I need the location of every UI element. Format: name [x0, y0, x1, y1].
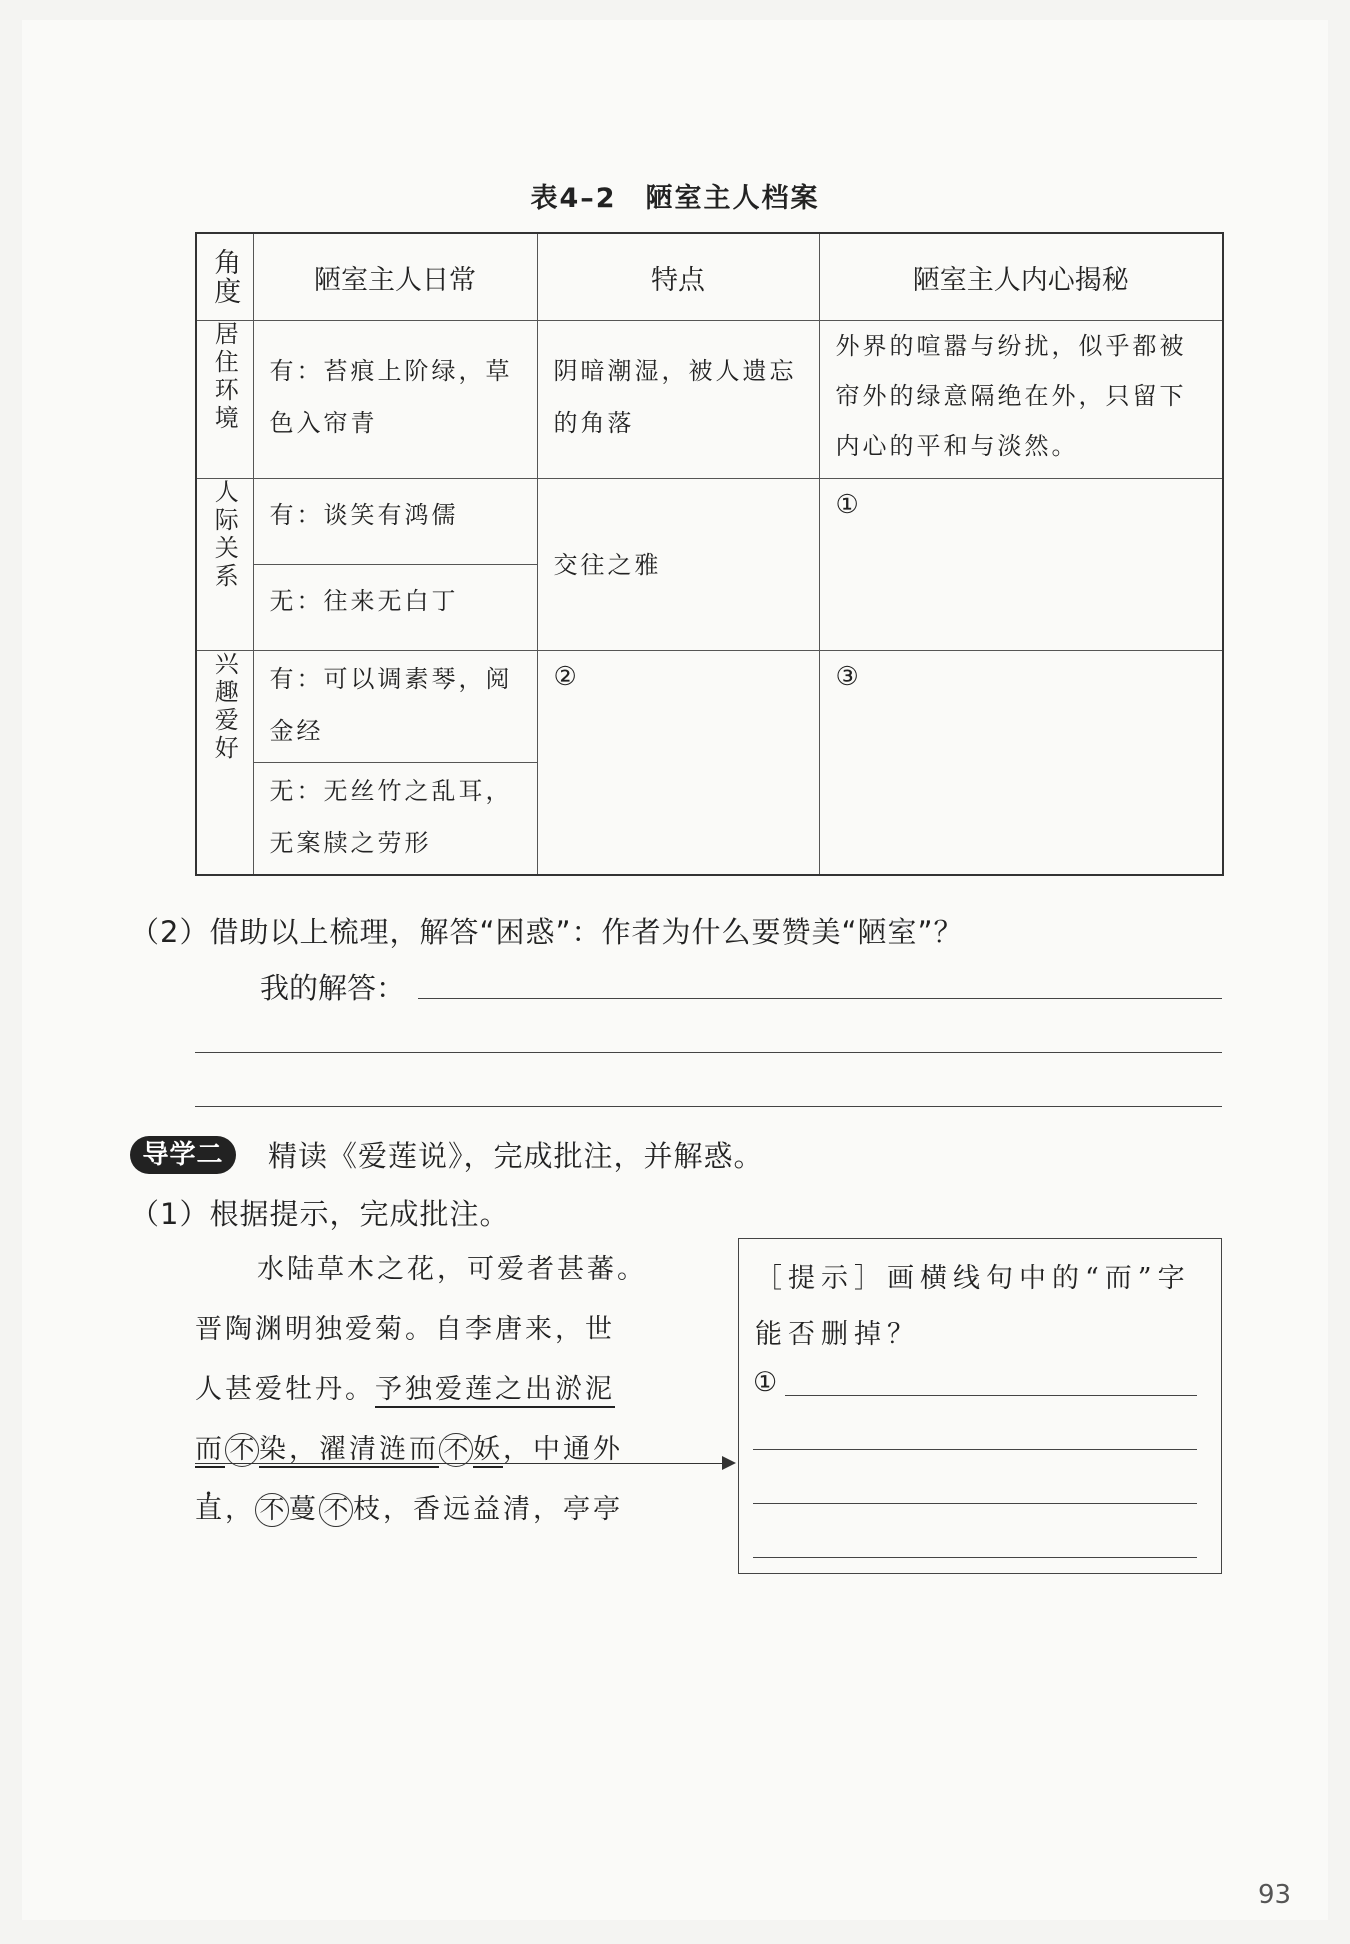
table-caption: 表4–2 陋室主人档案 [530, 183, 820, 214]
hint-answer-line[interactable] [753, 1449, 1197, 1450]
page-number: 93 [1258, 1880, 1292, 1910]
underlined-sentence: 予独爱莲之出淤泥 [375, 1374, 615, 1405]
answer-blank-3[interactable]: ③ [819, 651, 1223, 875]
header-daily: 陋室主人日常 [253, 233, 537, 321]
hint-box [738, 1238, 1222, 1574]
answer-label: 我的解答： [260, 971, 406, 1005]
daily-cell: 有：谈笑有鸿儒 [253, 479, 537, 565]
passage-line: 直， 不 蔓 不 枝，香远益清，亭亭 [195, 1494, 623, 1525]
daily-cell: 无：往来无白丁 [253, 565, 537, 651]
hint-answer-line[interactable] [785, 1395, 1197, 1396]
dotted-char: 而 [195, 1434, 225, 1465]
daily-cell: 无：无丝竹之乱耳，无案牍之劳形 [253, 763, 537, 875]
annotation-arrow [195, 1463, 725, 1464]
angle-cell: 居住环境 [196, 321, 253, 479]
circled-char: 不 [439, 1433, 473, 1467]
feature-cell: 阴暗潮湿，被人遗忘的角落 [537, 321, 819, 479]
hint-number: ① [753, 1367, 778, 1398]
answer-blank-2[interactable]: ② [537, 651, 819, 875]
arrowhead-icon [722, 1456, 736, 1470]
passage-text [195, 1240, 675, 1540]
section-badge: 导学二 [130, 1136, 236, 1174]
passage-line: 水陆草木之花，可爱者甚蕃。 [257, 1254, 647, 1285]
table-row [196, 321, 1223, 479]
angle-cell: 兴趣爱好 [196, 651, 253, 875]
inner-cell: 外界的喧嚣与纷扰，似乎都被帘外的绿意隔绝在外，只留下内心的平和与淡然。 [819, 321, 1223, 479]
angle-cell: 人际关系 [196, 479, 253, 651]
daily-cell: 有：苔痕上阶绿，草色入帘青 [253, 321, 537, 479]
hint-text: ［提示］画横线句中的“而”字能否删掉？ [755, 1263, 1191, 1350]
header-feature: 特点 [537, 233, 819, 321]
question-1: （1）根据提示，完成批注。 [130, 1197, 510, 1231]
passage-line: 而 不 染，濯清涟而 不 妖，中通外 [195, 1434, 623, 1465]
passage-line: 人甚爱牡丹。予独爱莲之出淤泥 [195, 1374, 615, 1405]
table-row [196, 651, 1223, 763]
header-angle: 角度 [196, 233, 253, 321]
circled-char: 不 [225, 1433, 259, 1467]
answer-line[interactable] [195, 1106, 1222, 1107]
answer-blank-1[interactable]: ① [819, 479, 1223, 651]
daily-cell: 有：可以调素琴，阅金经 [253, 651, 537, 763]
feature-cell: 交往之雅 [537, 479, 819, 651]
table-row [196, 479, 1223, 565]
table-header-row [196, 233, 1223, 321]
header-inner: 陋室主人内心揭秘 [819, 233, 1223, 321]
hint-answer-line[interactable] [753, 1557, 1197, 1558]
question-2: （2）借助以上梳理，解答“困惑”：作者为什么要赞美“陋室”？ [130, 915, 964, 949]
hint-answer-line[interactable] [753, 1503, 1197, 1504]
answer-line[interactable] [195, 1052, 1222, 1053]
passage-line: 晋陶渊明独爱菊。自李唐来，世 [195, 1314, 615, 1345]
answer-line[interactable] [418, 998, 1222, 999]
circled-char: 不 [319, 1493, 353, 1527]
circled-char: 不 [255, 1493, 289, 1527]
section-title: 精读《爱莲说》，完成批注，并解惑。 [268, 1139, 764, 1173]
archive-table [195, 232, 1224, 876]
